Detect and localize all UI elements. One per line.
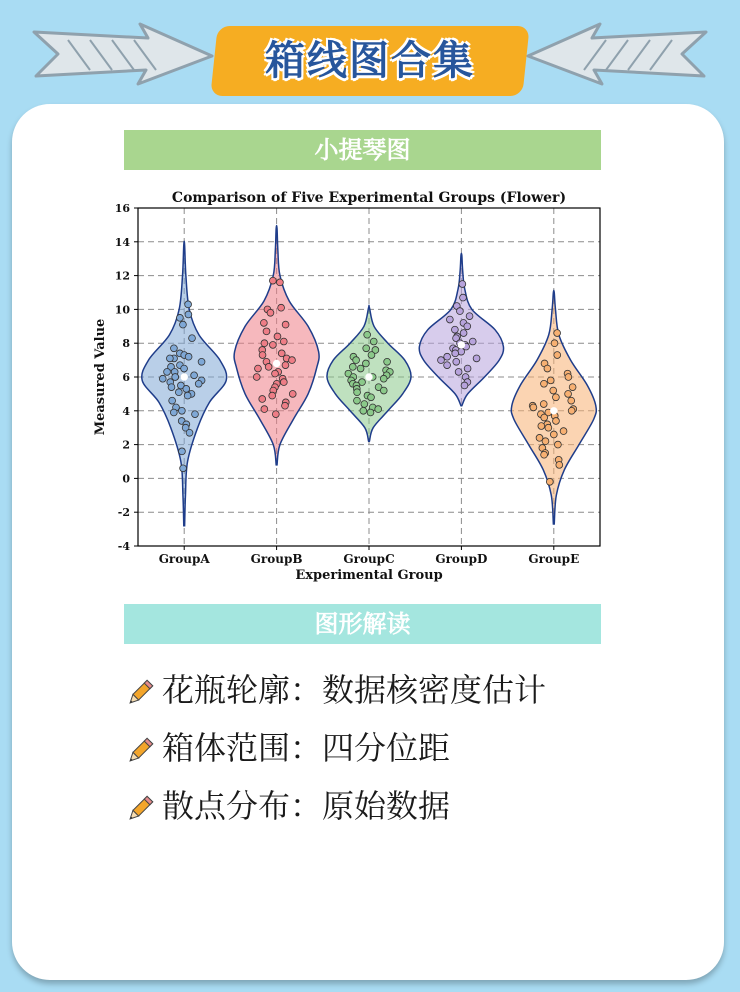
- data-point: [380, 387, 387, 394]
- note-item-iqr: [124, 722, 450, 774]
- data-point: [198, 358, 205, 365]
- y-tick-label: -4: [117, 540, 130, 553]
- data-point: [185, 311, 192, 318]
- y-tick-label: 14: [114, 235, 130, 249]
- data-point: [280, 379, 287, 386]
- data-point: [541, 380, 548, 387]
- y-tick-label: 10: [114, 303, 130, 317]
- data-point: [185, 301, 192, 308]
- pencil-icon: [124, 793, 156, 825]
- data-point: [354, 397, 361, 404]
- data-point: [530, 404, 537, 411]
- data-point: [192, 411, 199, 418]
- arrow-left-icon: [522, 18, 712, 88]
- data-point: [554, 352, 561, 359]
- x-tick-label: GroupC: [343, 552, 395, 566]
- section-title-violin: 小提琴图: [124, 130, 601, 170]
- data-point: [278, 304, 285, 311]
- data-point: [259, 352, 266, 359]
- pencil-icon: [124, 735, 156, 767]
- data-point: [289, 357, 296, 364]
- data-point: [259, 396, 266, 403]
- data-point: [466, 313, 473, 320]
- data-point: [267, 309, 274, 316]
- data-point: [550, 431, 557, 438]
- data-point: [177, 314, 184, 321]
- data-point: [178, 407, 185, 414]
- data-point: [460, 330, 467, 337]
- data-point: [444, 353, 451, 360]
- data-point: [277, 279, 284, 286]
- data-point: [541, 451, 548, 458]
- data-point: [380, 375, 387, 382]
- data-point: [255, 365, 262, 372]
- data-point: [560, 428, 567, 435]
- data-point: [280, 338, 287, 345]
- data-point: [361, 401, 368, 408]
- section-title-interpretation: 图形解读: [124, 604, 601, 644]
- banner-title: [214, 26, 526, 96]
- data-point: [375, 406, 382, 413]
- data-point: [282, 362, 289, 369]
- data-point: [469, 338, 476, 345]
- data-point: [554, 441, 561, 448]
- data-point: [261, 340, 268, 347]
- data-point: [289, 391, 296, 398]
- note-label: 散点分布：: [162, 787, 323, 825]
- data-point: [554, 330, 561, 337]
- y-tick-label: 8: [122, 337, 130, 351]
- data-point: [546, 478, 553, 485]
- data-point: [180, 321, 187, 328]
- data-point: [272, 411, 279, 418]
- data-point: [541, 414, 548, 421]
- data-point: [460, 294, 467, 301]
- data-point: [446, 316, 453, 323]
- data-point: [261, 406, 268, 413]
- median-marker: [551, 408, 557, 414]
- data-point: [189, 335, 196, 342]
- x-tick-label: GroupB: [250, 552, 303, 566]
- y-tick-label: 2: [122, 438, 130, 452]
- banner-title-text: 箱线图合集: [265, 38, 475, 84]
- data-point: [464, 365, 471, 372]
- data-point: [253, 374, 260, 381]
- data-point: [455, 369, 462, 376]
- y-axis-label: Measured Value: [93, 318, 108, 436]
- median-marker: [366, 374, 372, 380]
- data-point: [457, 308, 464, 315]
- data-point: [464, 323, 471, 330]
- data-point: [175, 389, 182, 396]
- x-axis-label: Experimental Group: [295, 568, 443, 583]
- data-point: [452, 350, 459, 357]
- data-point: [367, 409, 374, 416]
- data-point: [538, 423, 545, 430]
- y-tick-label: 16: [114, 202, 130, 215]
- data-point: [565, 374, 572, 381]
- data-point: [368, 352, 375, 359]
- note-label: 箱体范围：: [162, 729, 323, 767]
- note-item-kde: [124, 664, 546, 716]
- data-point: [384, 358, 391, 365]
- data-point: [556, 461, 563, 468]
- note-text: 原始数据: [322, 787, 451, 825]
- data-point: [282, 402, 289, 409]
- data-point: [459, 281, 466, 288]
- data-point: [542, 438, 549, 445]
- y-tick-label: 0: [122, 472, 130, 486]
- data-point: [265, 363, 272, 370]
- data-point: [362, 360, 369, 367]
- data-point: [171, 345, 178, 352]
- violin-chart: [86, 180, 616, 590]
- data-point: [473, 355, 480, 362]
- pencil-icon: [124, 677, 156, 709]
- data-point: [544, 365, 551, 372]
- data-point: [368, 394, 375, 401]
- y-tick-label: 6: [122, 371, 130, 384]
- data-point: [269, 277, 276, 284]
- data-point: [183, 385, 190, 392]
- data-point: [269, 392, 276, 399]
- data-point: [272, 370, 279, 377]
- data-point: [181, 365, 188, 372]
- x-tick-label: GroupD: [435, 552, 488, 566]
- data-point: [354, 389, 361, 396]
- note-label: 花瓶轮廓：: [162, 671, 323, 709]
- data-point: [260, 320, 267, 327]
- median-marker: [458, 342, 464, 348]
- chart-title: Comparison of Five Experimental Groups (Flower): [171, 190, 567, 206]
- data-point: [169, 397, 176, 404]
- data-point: [170, 409, 177, 416]
- arrow-right-icon: [28, 18, 218, 88]
- data-point: [179, 448, 186, 455]
- data-point: [364, 331, 371, 338]
- data-point: [545, 424, 552, 431]
- y-tick-label: 4: [122, 404, 130, 418]
- median-marker: [181, 374, 187, 380]
- data-point: [553, 418, 560, 425]
- data-point: [552, 394, 559, 401]
- data-point: [357, 365, 364, 372]
- data-point: [568, 397, 575, 404]
- data-point: [360, 407, 367, 414]
- data-point: [164, 369, 171, 376]
- data-point: [551, 340, 558, 347]
- median-marker: [273, 360, 279, 366]
- data-point: [168, 384, 175, 391]
- data-point: [185, 353, 192, 360]
- data-point: [180, 465, 187, 472]
- data-point: [349, 363, 356, 370]
- note-item-scatter: [124, 780, 450, 832]
- data-point: [195, 380, 202, 387]
- data-point: [363, 345, 370, 352]
- data-point: [159, 375, 166, 382]
- data-point: [461, 382, 468, 389]
- y-tick-label: 12: [114, 269, 130, 283]
- data-point: [444, 362, 451, 369]
- x-tick-label: GroupA: [158, 552, 210, 566]
- data-point: [451, 326, 458, 333]
- note-text: 四分位距: [322, 729, 451, 767]
- data-point: [186, 429, 193, 436]
- data-point: [550, 387, 557, 394]
- data-point: [453, 358, 460, 365]
- data-point: [184, 392, 191, 399]
- data-point: [547, 377, 554, 384]
- data-point: [370, 338, 377, 345]
- data-point: [565, 391, 572, 398]
- data-point: [569, 384, 576, 391]
- data-point: [353, 357, 360, 364]
- x-tick-label: GroupE: [528, 552, 580, 566]
- data-point: [263, 328, 270, 335]
- data-point: [166, 355, 173, 362]
- data-point: [438, 357, 445, 364]
- data-point: [540, 401, 547, 408]
- data-point: [274, 333, 281, 340]
- data-point: [282, 321, 289, 328]
- note-text: 数据核密度估计: [322, 671, 547, 709]
- data-point: [191, 372, 198, 379]
- data-point: [568, 407, 575, 414]
- y-tick-label: -2: [117, 506, 130, 520]
- data-point: [269, 341, 276, 348]
